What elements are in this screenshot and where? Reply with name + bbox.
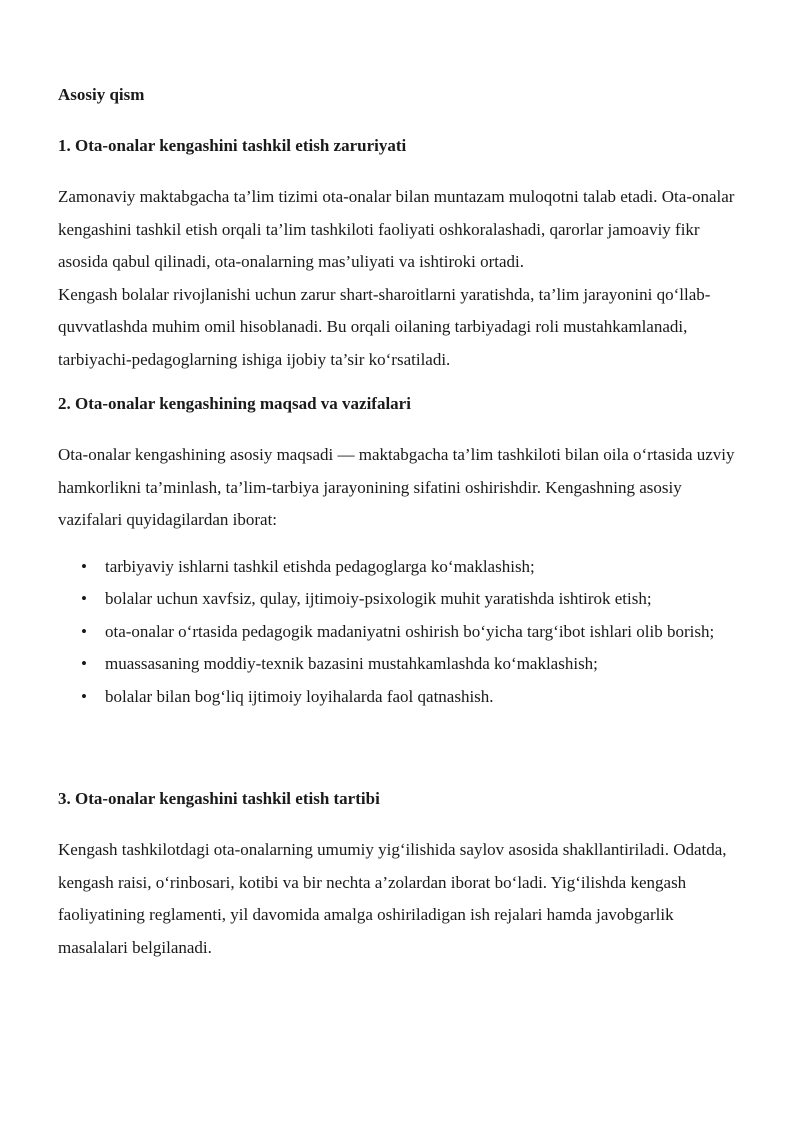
section-1-paragraph-1: Zamonaviy maktabgacha ta’lim tizimi ota-onalar bilan muntazam muloqotni talab etadi. Ota-onalar kengashini tashkil etish orqali ta’lim tashkiloti faoliyati oshkoralashadi, qarorlar jamoaviy fikr asosida qabul qilinadi, ota-onalarning mas’uliyati va ishtiroki ortadi.: [58, 187, 735, 271]
list-item: • tarbiyaviy ishlarni tashkil etishda pedagoglarga ko‘maklashish;: [105, 551, 742, 584]
section-2: [58, 394, 742, 713]
list-item: • muassasaning moddiy-texnik bazasini mustahkamlashda ko‘maklashish;: [105, 648, 742, 681]
section-1-title: 1. Ota-onalar kengashini tashkil etish zaruriyati: [58, 136, 407, 155]
main-heading: Asosiy qism: [58, 85, 145, 104]
section-2-paragraph: Ota-onalar kengashining asosiy maqsadi — maktabgacha ta’lim tashkiloti bilan oila o‘rtasida uzviy hamkorlikni ta’minlash, ta’lim-tarbiya jarayonining sifatini oshirishdir. Kengashning asosiy vazifalari quyidagilardan iborat:: [58, 445, 735, 529]
section-3: [58, 789, 742, 964]
tasks-list: [58, 551, 742, 714]
list-item: • ota-onalar o‘rtasida pedagogik madaniyatni oshirish bo‘yicha targ‘ibot ishlari olib borish;: [105, 616, 742, 649]
section-3-title: 3. Ota-onalar kengashini tashkil etish tartibi: [58, 789, 380, 808]
list-item: • bolalar uchun xavfsiz, qulay, ijtimoiy-psixologik muhit yaratishda ishtirok etish;: [105, 583, 742, 616]
section-3-paragraph: Kengash tashkilotdagi ota-onalarning umumiy yig‘ilishida saylov asosida shakllantiriladi. Odatda, kengash raisi, o‘rinbosari, kotibi va bir nechta a’zolardan iborat bo‘ladi. Yig‘ilishda kengash faoliyatining reglamenti, yil davomida amalga oshiriladigan ish rejalari hamda javobgarlik masalalari belgilanadi.: [58, 840, 727, 957]
list-item: • bolalar bilan bog‘liq ijtimoiy loyihalarda faol qatnashish.: [105, 681, 742, 714]
section-1-paragraph-2: Kengash bolalar rivojlanishi uchun zarur shart-sharoitlarni yaratishda, ta’lim jarayonini qo‘llab-quvvatlashda muhim omil hisoblanadi. Bu orqali oilaning tarbiyadagi roli mustahkamlanadi, tarbiyachi-pedagoglarning ishiga ijobiy ta’sir ko‘rsatiladi.: [58, 284, 711, 369]
section-2-title: 2. Ota-onalar kengashining maqsad va vazifalari: [58, 394, 411, 413]
section-1: [58, 136, 742, 376]
